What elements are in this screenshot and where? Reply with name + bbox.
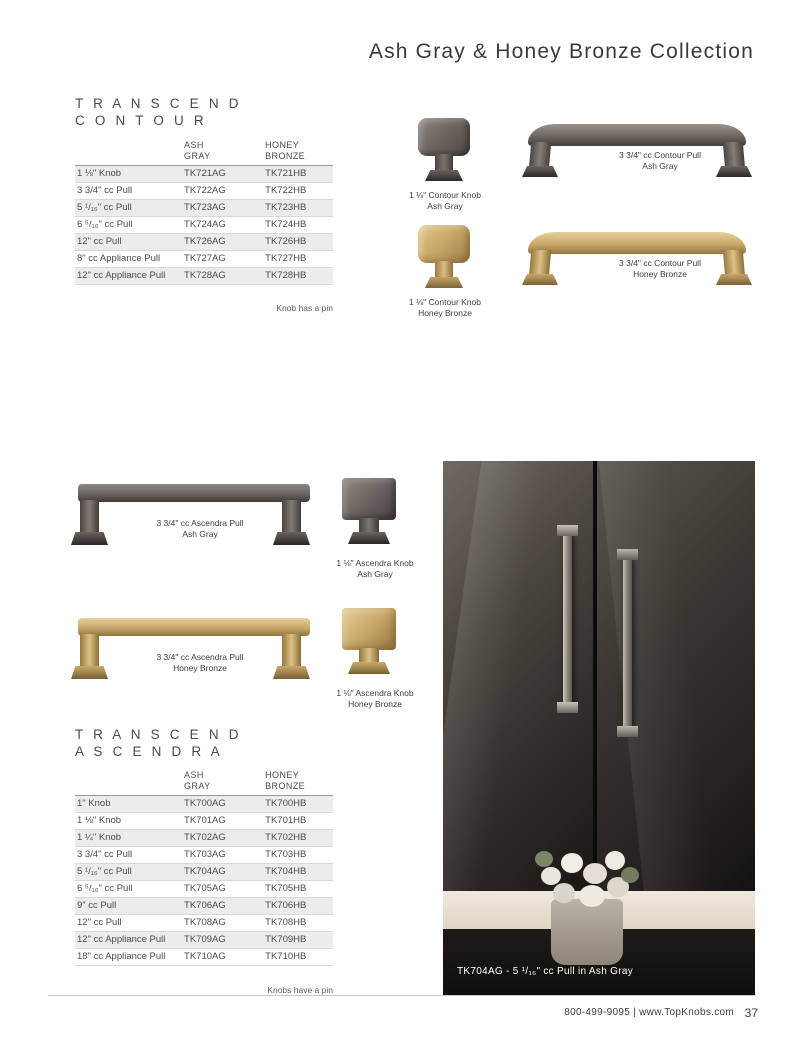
row-desc: 12" cc Pull [75,915,176,932]
ascendra-header-row [75,770,333,796]
contour-table-head [75,140,333,166]
row-desc: 6 ⁵/₁₆" cc Pull [75,881,176,898]
row-ag: TK709AG [176,932,257,949]
pull-leg-left [80,500,99,536]
cabinet-pull-left-foot-top [557,525,578,536]
caption-line1: 1 ⅛" Contour Knob [408,190,481,200]
row-ag: TK721AG [176,166,257,183]
table-row [75,881,333,898]
row-desc: 12" cc Pull [75,234,176,251]
ascendra-col-ash-line2: GRAY [184,781,211,791]
row-desc: 1 ⅛" Knob [75,166,176,183]
contour-col-ash-gray [176,140,257,166]
row-ag: TK724AG [176,217,257,234]
caption-line2: Honey Bronze [418,308,472,318]
caption-line1: 1 ⅛" Ascendra Knob [336,558,414,568]
lifestyle-photo [443,461,755,995]
row-desc: 3 3/4" cc Pull [75,847,176,864]
row-desc: 12" cc Appliance Pull [75,932,176,949]
table-row [75,864,333,881]
row-hb: TK724HB [257,217,333,234]
cabinet-pull-right-foot-bottom [617,726,638,737]
ascendra-col-honey-bronze [257,770,333,796]
section-title-contour-line1: T R A N S C E N D [75,96,242,111]
knob-stem [435,261,453,279]
ascendra-knob-honey-bronze-caption [312,688,438,710]
ascendra-knob-ash-gray-caption [312,558,438,580]
contour-col-honey-bronze [257,140,333,166]
cabinet-pull-right-bar [623,557,632,729]
pull-foot-left [71,532,108,545]
flower-cluster [535,849,639,911]
caption-line1: 3 3/4" cc Ascendra Pull [156,518,244,528]
ascendra-knob-ash-gray-figure [330,478,414,550]
contour-header-row [75,140,333,166]
pull-bar [78,484,310,502]
row-ag: TK728AG [176,268,257,285]
table-row [75,847,333,864]
row-ag: TK702AG [176,830,257,847]
caption-line1: 3 3/4" cc Ascendra Pull [156,652,244,662]
caption-line2: Honey Bronze [173,663,227,673]
row-desc: 5 ¹/₁₆" cc Pull [75,200,176,217]
caption-line1: 1 ⅛" Contour Knob [408,297,481,307]
row-ag: TK705AG [176,881,257,898]
contour-table-body [75,166,333,285]
ascendra-col-ash-line1: ASH [184,770,204,780]
contour-col-ash-line1: ASH [184,140,204,150]
knob-base [348,662,390,674]
row-desc: 12" cc Appliance Pull [75,268,176,285]
row-hb: TK710HB [257,949,333,966]
table-row [75,251,333,268]
table-row [75,932,333,949]
row-hb: TK701HB [257,813,333,830]
contour-col-desc [75,140,176,166]
contour-knob-ash-gray-figure [405,118,485,188]
ascendra-col-desc [75,770,176,796]
ascendra-pull-honey-bronze-caption [110,652,290,674]
row-ag: TK703AG [176,847,257,864]
contour-knob-honey-bronze-caption [385,297,505,319]
row-desc: 3 3/4" cc Pull [75,183,176,200]
table-row [75,796,333,813]
row-ag: TK700AG [176,796,257,813]
row-desc: 6 ⁵/₁₆" cc Pull [75,217,176,234]
table-row [75,183,333,200]
table-row [75,813,333,830]
cabinet-pull-left-bar [563,533,572,705]
ascendra-spec-table [75,770,333,966]
knob-base [348,532,390,544]
knob-stem [359,518,379,534]
row-hb: TK721HB [257,166,333,183]
row-ag: TK710AG [176,949,257,966]
section-title-ascendra-line2: A S C E N D R A [75,744,223,759]
row-ag: TK706AG [176,898,257,915]
row-desc: 18" cc Appliance Pull [75,949,176,966]
pull-foot-left [522,166,558,177]
contour-col-honey-line1: HONEY [265,140,300,150]
row-ag: TK704AG [176,864,257,881]
contour-knob-ash-gray-caption [385,190,505,212]
table-row [75,915,333,932]
pull-leg-left [529,250,551,278]
contour-col-ash-line2: GRAY [184,151,211,161]
caption-line2: Honey Bronze [348,699,402,709]
row-hb: TK702HB [257,830,333,847]
row-desc: 5 ¹/₁₆" cc Pull [75,864,176,881]
contour-table-note: Knob has a pin [276,303,333,313]
knob-stem [359,648,379,664]
row-hb: TK706HB [257,898,333,915]
caption-line2: Ash Gray [642,161,678,171]
row-hb: TK705HB [257,881,333,898]
pull-leg-left [529,142,551,170]
photo-caption: TK704AG - 5 ¹/₁₆" cc Pull in Ash Gray [457,966,634,977]
ascendra-pull-honey-bronze-figure [70,612,320,690]
row-hb: TK728HB [257,268,333,285]
knob-top [342,478,396,520]
ascendra-pull-ash-gray-caption [110,518,290,540]
row-hb: TK709HB [257,932,333,949]
knob-base [425,170,463,181]
section-title-contour-line2: C O N T O U R [75,113,207,128]
row-hb: TK700HB [257,796,333,813]
pull-bar [528,124,746,146]
pull-foot-left [522,274,558,285]
contour-pull-ash-gray-caption [570,150,750,172]
pull-leg-left [80,634,99,670]
row-ag: TK701AG [176,813,257,830]
row-hb: TK722HB [257,183,333,200]
table-row [75,234,333,251]
row-desc: 1 ¼" Knob [75,830,176,847]
ascendra-knob-honey-bronze-figure [330,608,414,680]
row-hb: TK726HB [257,234,333,251]
table-row [75,830,333,847]
row-hb: TK723HB [257,200,333,217]
section-title-ascendra [75,726,242,760]
ascendra-table-note: Knobs have a pin [267,985,333,995]
table-row [75,217,333,234]
caption-line2: Ash Gray [357,569,393,579]
caption-line1: 3 3/4" cc Contour Pull [619,258,701,268]
knob-top [418,225,470,263]
footer-contact: 800-499-9095 | www.TopKnobs.com [564,1007,734,1018]
caption-line1: 1 ⅛" Ascendra Knob [336,688,414,698]
cabinet-pull-right-foot-top [617,549,638,560]
row-hb: TK703HB [257,847,333,864]
caption-line2: Honey Bronze [633,269,687,279]
page-number: 37 [744,1006,758,1020]
contour-knob-honey-bronze-figure [405,225,485,295]
cabinet-pull-left-foot-bottom [557,702,578,713]
table-row [75,268,333,285]
table-row [75,898,333,915]
row-hb: TK708HB [257,915,333,932]
row-ag: TK708AG [176,915,257,932]
row-ag: TK726AG [176,234,257,251]
caption-line2: Ash Gray [182,529,218,539]
ascendra-col-ash-gray [176,770,257,796]
section-title-contour [75,95,242,129]
table-row [75,166,333,183]
caption-line1: 3 3/4" cc Contour Pull [619,150,701,160]
contour-col-honey-line2: BRONZE [265,151,306,161]
knob-base [425,277,463,288]
ascendra-table-body [75,796,333,966]
ascendra-table-head [75,770,333,796]
row-desc: 1" Knob [75,796,176,813]
pull-foot-left [71,666,108,679]
row-ag: TK722AG [176,183,257,200]
caption-line2: Ash Gray [427,201,463,211]
section-title-ascendra-line1: T R A N S C E N D [75,727,242,742]
table-row [75,949,333,966]
knob-stem [435,154,453,172]
page-title: Ash Gray & Honey Bronze Collection [368,40,754,63]
row-desc: 9" cc Pull [75,898,176,915]
contour-pull-honey-bronze-caption [570,258,750,280]
ascendra-col-honey-line2: BRONZE [265,781,306,791]
row-desc: 8" cc Appliance Pull [75,251,176,268]
row-hb: TK727HB [257,251,333,268]
row-ag: TK727AG [176,251,257,268]
table-row [75,200,333,217]
row-desc: 1 ⅛" Knob [75,813,176,830]
pull-bar [528,232,746,254]
row-hb: TK704HB [257,864,333,881]
contour-spec-table [75,140,333,285]
ascendra-col-honey-line1: HONEY [265,770,300,780]
row-ag: TK723AG [176,200,257,217]
ascendra-pull-ash-gray-figure [70,478,320,556]
footer-divider [48,995,756,996]
pull-bar [78,618,310,636]
knob-top [342,608,396,650]
knob-top [418,118,470,156]
